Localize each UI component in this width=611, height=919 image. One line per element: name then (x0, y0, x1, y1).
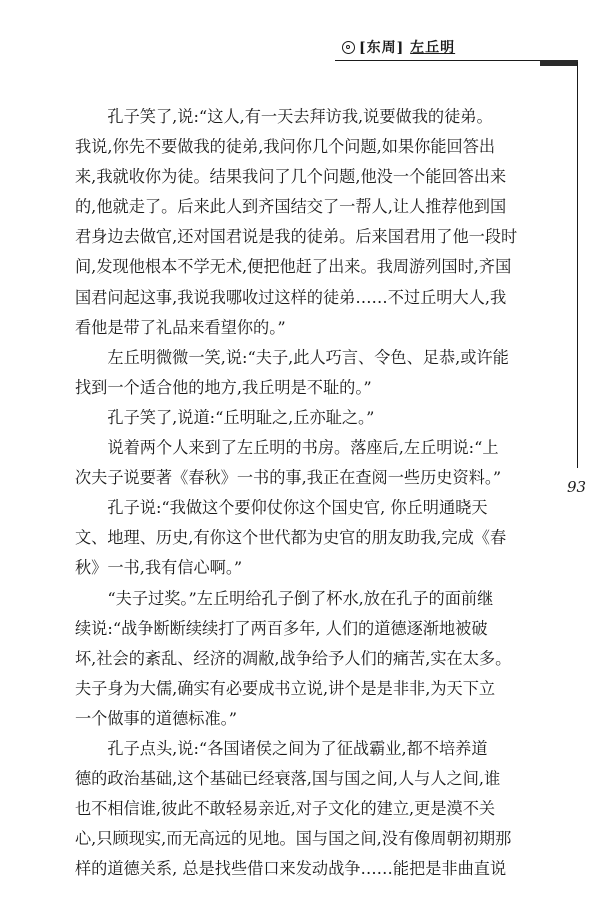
text-line: 的,他就走了。后来此人到齐国结交了一帮人,让人推荐他到国 (75, 197, 507, 217)
text-line: 孔子说:“我做这个要仰仗你这个国史官, 你丘明通晓天 (107, 498, 488, 518)
text-line: 孔子笑了,说:“这人,有一天去拜访我,说要做我的徒弟。 (107, 107, 493, 126)
page-number: 93 (567, 478, 587, 496)
text-line: 来,我就收你为徒。结果我问了几个问题,他没一个能回答出来 (75, 167, 507, 187)
text-line: 文、地理、历史,有你这个世代都为史官的朋友助我,完成《春 (75, 528, 507, 548)
text-line: 也不相信谁,彼此不敢轻易亲近,对子文化的建立,更是漠不关 (75, 799, 496, 819)
header-period: [东周] (359, 40, 405, 56)
text-line: 夫子身为大儒,确实有必要成书立说,讲个是是非非,为天下立 (75, 678, 496, 698)
bullseye-icon (342, 41, 355, 54)
text-line: 心,只顾现实,而无高远的见地。国与国之间,没有像周朝初期那 (75, 829, 512, 849)
text-line: 次夫子说要著《春秋》一书的事,我正在查阅一些历史资料。” (75, 468, 502, 488)
text-line: 君身边去做官,还对国君说是我的徒弟。后来国君用了他一段时 (75, 227, 518, 247)
running-header (342, 37, 455, 57)
paragraph (75, 584, 561, 734)
side-rule (577, 62, 578, 468)
text-line: 续说:“战争断断续续打了两百多年, 人们的道德逐渐地被破 (75, 618, 488, 638)
text-line: 国君问起这事,我说我哪收过这样的徒弟……不过丘明大人,我 (75, 287, 507, 307)
text-line: 看他是带了礼品来看望你的。” (75, 317, 286, 337)
header-rule (335, 60, 546, 61)
text-line: “夫子过奖。”左丘明给孔子倒了杯水,放在孔子的面前继 (107, 588, 494, 608)
text-line: 样的道德关系, 总是找些借口来发动战争……能把是非曲直说 (75, 859, 507, 879)
edge-bar (540, 60, 578, 66)
text-line: 秋》一书,我有信心啊。” (75, 558, 243, 578)
text-line: 左丘明微微一笑,说:“夫子,此人巧言、令色、足恭,或许能 (107, 347, 509, 367)
text-line: 间,发现他根本不学无术,便把他赶了出来。我周游列国时,齐国 (75, 257, 512, 277)
text-line: 我说,你先不要做我的徒弟,我问你几个问题,如果你能回答出 (75, 137, 496, 157)
text-line: 孔子点头,说:“各国诸侯之间为了征战霸业,都不培养道 (107, 738, 488, 758)
paragraph (75, 734, 561, 884)
paragraph (75, 343, 561, 403)
text-line: 找到一个适合他的地方,我丘明是不耻的。” (75, 377, 372, 397)
text-line: 一个做事的道德标准。” (75, 708, 238, 728)
paragraph (75, 403, 561, 433)
text-line: 孔子笑了,说道:“丘明耻之,丘亦耻之。” (107, 407, 375, 427)
paragraph (75, 433, 561, 493)
text-line: 德的政治基础,这个基础已经衰落,国与国之间,人与人之间,谁 (75, 769, 501, 789)
paragraph (75, 102, 561, 343)
paragraph (75, 493, 561, 583)
header-author: 左丘明 (410, 40, 456, 56)
text-line: 坏,社会的紊乱、经济的凋敝,战争给予人们的痛苦,实在太多。 (75, 648, 512, 668)
body-text (75, 102, 561, 884)
text-line: 说着两个人来到了左丘明的书房。落座后,左丘明说:“上 (107, 438, 499, 458)
